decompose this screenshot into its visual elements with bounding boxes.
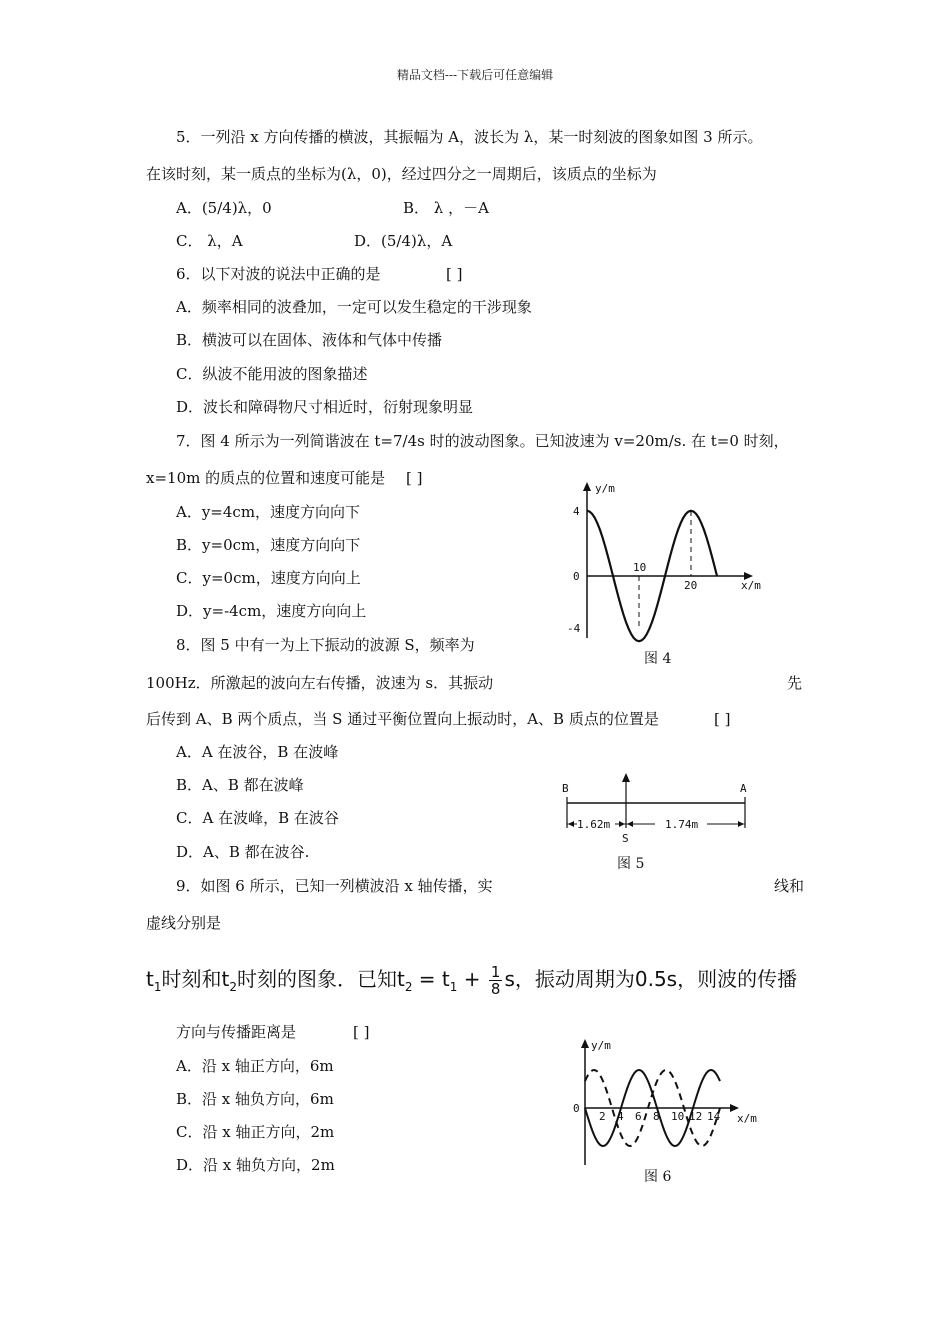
q9-line3: 方向与传播距离是 bbox=[176, 1023, 297, 1041]
fig4-tick-x20: 20 bbox=[684, 579, 698, 592]
fig6-tick-x-8: 8 bbox=[653, 1110, 660, 1123]
q7-answer-bracket: [ ] bbox=[406, 469, 423, 487]
fig6-ylabel: y/m bbox=[591, 1039, 611, 1052]
q9-line1: 9．如图 6 所示，已知一列横波沿 x 轴传播，实 bbox=[176, 877, 493, 895]
fig5-dist-right: 1.74m bbox=[665, 818, 699, 831]
q7-option-d: D．y=-4cm，速度方向向上 bbox=[176, 602, 367, 620]
fig6-y-arrow bbox=[581, 1039, 589, 1048]
fig4-caption: 图 4 bbox=[644, 651, 672, 667]
q8-line1: 8．图 5 中有一为上下振动的波源 S，频率为 bbox=[176, 636, 475, 654]
q7-line2: x=10m 的质点的位置和速度可能是 bbox=[146, 469, 386, 487]
q5-option-a: A．(5/4)λ，0 bbox=[176, 199, 272, 217]
fig5-dim-arrow-4 bbox=[738, 821, 744, 827]
q5-option-c: C． λ，A bbox=[176, 232, 243, 250]
q7-option-c: C．y=0cm，速度方向向上 bbox=[176, 569, 361, 587]
fig4-xlabel: x/m bbox=[741, 579, 761, 592]
q9-option-c: C．沿 x 轴正方向，2m bbox=[176, 1123, 335, 1141]
q6-stem: 6．以下对波的说法中正确的是 bbox=[176, 265, 381, 283]
q7-option-a: A．y=4cm，速度方向向下 bbox=[176, 503, 361, 521]
fig6-tick-x-10: 10 bbox=[671, 1110, 685, 1123]
q9-option-d: D．沿 x 轴负方向，2m bbox=[176, 1156, 335, 1174]
q9-option-a: A．沿 x 轴正方向，6m bbox=[176, 1057, 334, 1075]
fig5-caption: 图 5 bbox=[617, 856, 645, 872]
q8-option-c: C．A 在波峰，B 在波谷 bbox=[176, 809, 339, 827]
fig6-tick-y-zero: 0 bbox=[573, 1102, 580, 1115]
fig4-tick-y-zero: 0 bbox=[573, 570, 580, 583]
q8-answer-bracket: [ ] bbox=[714, 710, 731, 728]
q9-equation-line: $t_1$时刻和$t_2$时刻的图象．已知$t_2 = t_1$ + $\frac{1}{8}$ s，振动周期为0.5s，则波的传播 bbox=[146, 963, 798, 998]
q6-option-d: D．波长和障碍物尺寸相近时，衍射现象明显 bbox=[176, 398, 474, 416]
q7-line1: 7．图 4 所示为一列简谐波在 t=7/4s 时的波动图象。已知波速为 v=20m/s. 在 t=0 时刻， bbox=[176, 432, 789, 450]
fig6-caption: 图 6 bbox=[644, 1169, 672, 1185]
fig6-tick-x-6: 6 bbox=[635, 1110, 642, 1123]
q8-line3: 后传到 A、B 两个质点，当 S 通过平衡位置向上振动时，A、B 质点的位置是 bbox=[146, 710, 659, 728]
q6-option-b: B．横波可以在固体、液体和气体中传播 bbox=[176, 331, 443, 349]
q9-option-b: B．沿 x 轴负方向，6m bbox=[176, 1090, 334, 1108]
q5-line2: 在该时刻，某一质点的坐标为(λ，0)，经过四分之一周期后，该质点的坐标为 bbox=[146, 165, 657, 183]
fig5-dim-arrow-3 bbox=[627, 821, 633, 827]
fig6-tick-x-2: 2 bbox=[599, 1110, 606, 1123]
q7-option-b: B．y=0cm，速度方向向下 bbox=[176, 536, 361, 554]
fig6-tick-x-4: 4 bbox=[617, 1110, 624, 1123]
q6-answer-bracket: [ ] bbox=[446, 265, 463, 283]
fig5-dist-left: 1.62m bbox=[577, 818, 611, 831]
figure-6-wave-graph bbox=[565, 1035, 770, 1170]
fig5-label-s: S bbox=[622, 832, 629, 845]
fig5-dim-arrow-1 bbox=[568, 821, 574, 827]
q5-line1: 5．一列沿 x 方向传播的横波，其振幅为 A，波长为 λ，某一时刻波的图象如图 3 所示。 bbox=[176, 128, 763, 146]
q9-answer-bracket: [ ] bbox=[353, 1023, 370, 1041]
q6-option-a: A．频率相同的波叠加，一定可以发生稳定的干涉现象 bbox=[176, 298, 532, 316]
q8-option-a: A．A 在波谷，B 在波峰 bbox=[176, 743, 339, 761]
q8-option-d: D．A、B 都在波谷. bbox=[176, 843, 310, 861]
fig5-dim-arrow-2 bbox=[619, 821, 625, 827]
fig5-label-b: B bbox=[562, 782, 569, 795]
q5-option-d: D．(5/4)λ，A bbox=[354, 232, 453, 250]
fig4-tick-x10: 10 bbox=[633, 561, 647, 574]
q9-fraction: $\frac{1}{8}$ bbox=[490, 963, 501, 998]
fig6-tick-x-12: 12 bbox=[689, 1110, 703, 1123]
fig6-x-arrow bbox=[730, 1104, 739, 1112]
page-header: 精品文档---下载后可任意编辑 bbox=[396, 68, 554, 82]
fig4-tick-y-bottom: -4 bbox=[567, 622, 581, 635]
figure-5-source-diagram bbox=[555, 768, 760, 848]
q6-option-c: C．纵波不能用波的图象描述 bbox=[176, 365, 368, 383]
figure-4-wave-graph bbox=[555, 478, 775, 648]
q8-line2-end: 先 bbox=[787, 674, 803, 692]
fig5-label-a: A bbox=[740, 782, 747, 795]
fig4-y-arrow bbox=[583, 482, 591, 491]
q9-line1-end: 线和 bbox=[774, 877, 805, 895]
fig4-tick-y-top: 4 bbox=[573, 505, 580, 518]
q8-line2: 100Hz．所激起的波向左右传播，波速为 s．其振动 bbox=[146, 674, 494, 692]
q9-line2: 虚线分别是 bbox=[146, 914, 222, 932]
q8-option-b: B．A、B 都在波峰 bbox=[176, 776, 304, 794]
fig4-ylabel: y/m bbox=[595, 482, 615, 495]
fig6-xlabel: x/m bbox=[737, 1112, 757, 1125]
q5-option-b: B． λ ，－A bbox=[403, 199, 489, 217]
fig5-source-arrowhead bbox=[622, 773, 630, 782]
fig6-tick-x-14: 14 bbox=[707, 1110, 721, 1123]
